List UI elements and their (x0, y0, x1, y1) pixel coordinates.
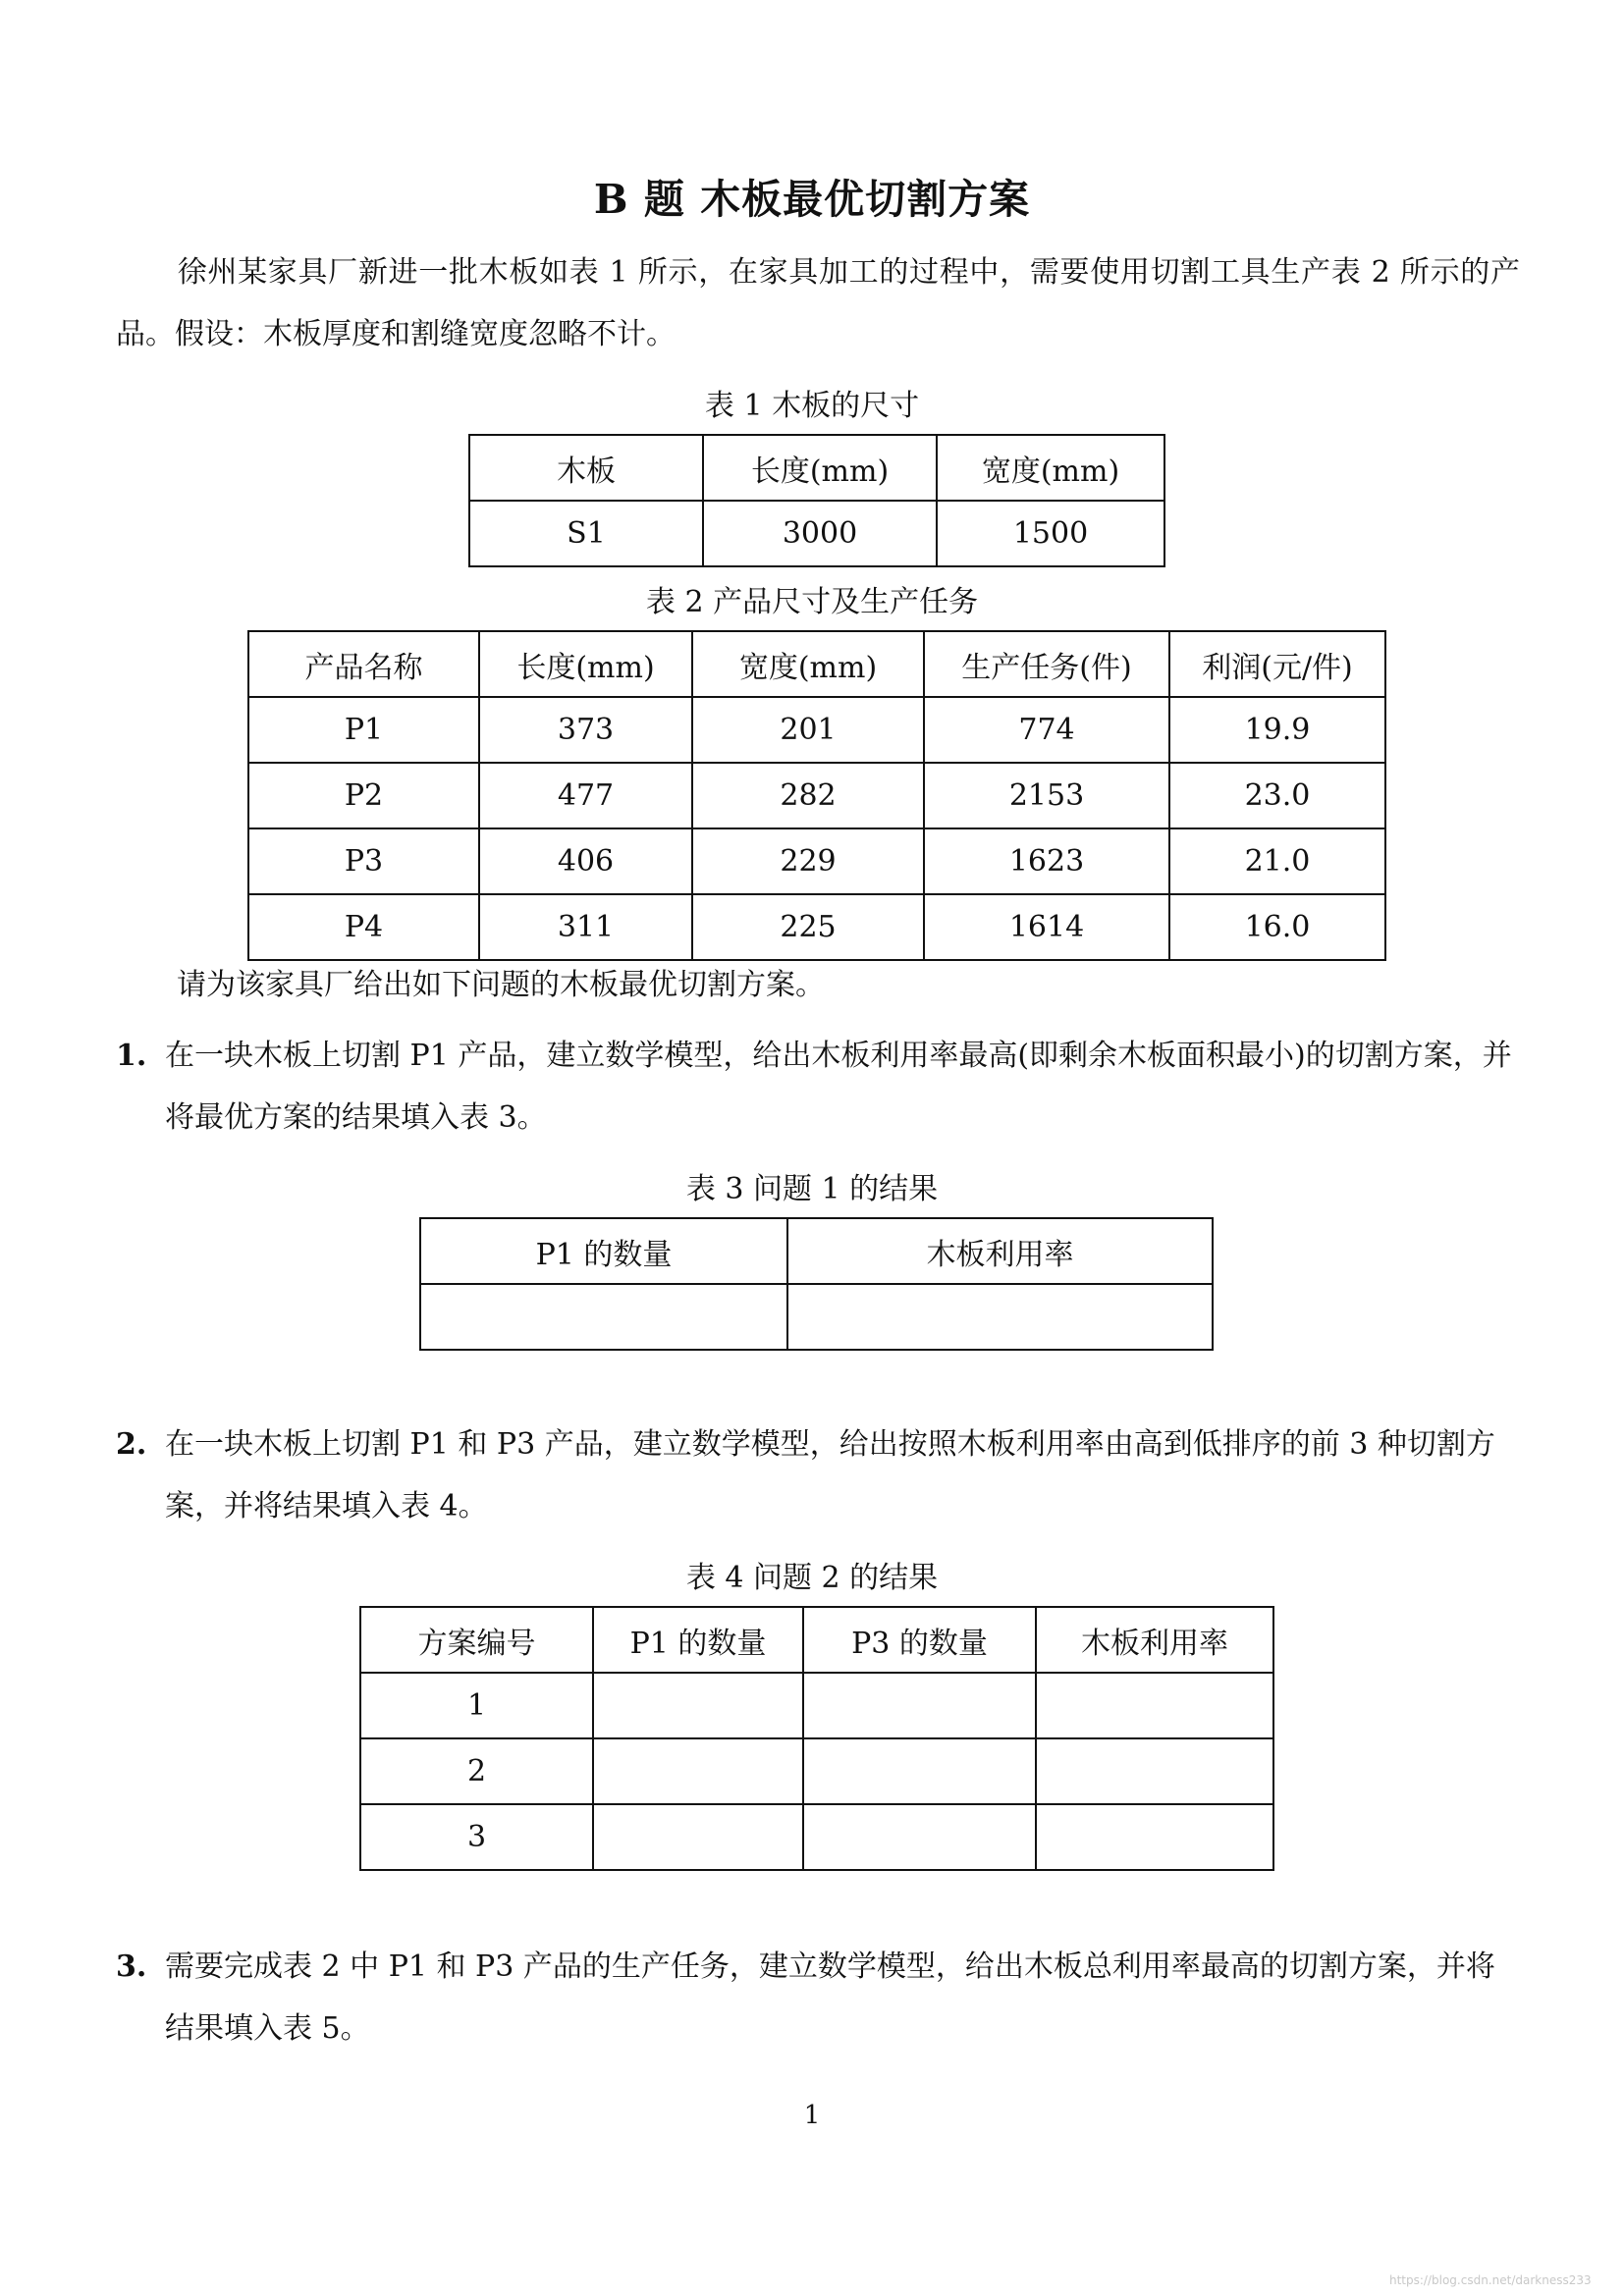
table2-caption: 表 2 产品尺寸及生产任务 (645, 585, 979, 619)
table4-cell: 2 (360, 1738, 593, 1804)
table2 (247, 630, 1386, 961)
table2-cell: 229 (692, 828, 924, 894)
table2-cell: 16.0 (1169, 894, 1385, 960)
intro-text: 徐州某家具厂新进一批木板如表 1 所示，在家具加工的过程中，需要使用切割工具生产表 2 所示的产品。假设：木板厚度和割缝宽度忽略不计。 (116, 255, 1520, 351)
table2-cell: 774 (924, 697, 1169, 763)
table4-cell: 1 (360, 1673, 593, 1738)
table2-header-row (248, 631, 1385, 697)
intro-paragraph (116, 241, 1520, 365)
table3 (419, 1217, 1214, 1351)
question-3 (116, 1936, 1520, 2059)
table2-cell: P1 (248, 697, 479, 763)
table3-cell (420, 1284, 787, 1350)
table4-caption: 表 4 问题 2 的结果 (685, 1561, 939, 1595)
table4-cell (1036, 1738, 1273, 1804)
table2-cell: 311 (479, 894, 692, 960)
question-2 (116, 1414, 1520, 1537)
question-text: 需要完成表 2 中 P1 和 P3 产品的生产任务，建立数学模型，给出木板总利用率最高的切割方案，并将结果填入表 5。 (165, 1949, 1495, 2046)
table4-cell (803, 1804, 1036, 1870)
table2-cell: P4 (248, 894, 479, 960)
table1-header-cell: 长度(mm) (703, 435, 937, 501)
table1-header-cell: 木板 (469, 435, 703, 501)
table2-cell: 1623 (924, 828, 1169, 894)
table3-row (420, 1284, 1213, 1350)
table3-header-cell: 木板利用率 (787, 1218, 1213, 1284)
table1-cell: S1 (469, 501, 703, 566)
page-number: 1 (803, 2101, 821, 2130)
table2-cell: 225 (692, 894, 924, 960)
table2-cell: P2 (248, 763, 479, 828)
page-title: B 题 木板最优切割方案 (593, 176, 1031, 223)
table4-cell (593, 1673, 803, 1738)
table2-header-cell: 长度(mm) (479, 631, 692, 697)
table2-cell: 23.0 (1169, 763, 1385, 828)
table4-cell (803, 1738, 1036, 1804)
watermark: https://blog.csdn.net/darkness233 (1389, 2273, 1592, 2287)
table4-cell (593, 1738, 803, 1804)
table2-cell: P3 (248, 828, 479, 894)
table2-cell: 282 (692, 763, 924, 828)
table4-cell (1036, 1804, 1273, 1870)
table2-row (248, 828, 1385, 894)
table2-row (248, 697, 1385, 763)
table2-cell: 477 (479, 763, 692, 828)
table1 (468, 434, 1165, 567)
table2-row (248, 763, 1385, 828)
question-number: 2. (116, 1427, 147, 1462)
table2-cell: 19.9 (1169, 697, 1385, 763)
table1-header-row (469, 435, 1164, 501)
table4-header-cell: 木板利用率 (1036, 1607, 1273, 1673)
table2-header-cell: 产品名称 (248, 631, 479, 697)
table1-row (469, 501, 1164, 566)
table4-cell (593, 1804, 803, 1870)
table2-cell: 21.0 (1169, 828, 1385, 894)
table4-header-cell: P3 的数量 (803, 1607, 1036, 1673)
table3-header-row (420, 1218, 1213, 1284)
table2-header-cell: 生产任务(件) (924, 631, 1169, 697)
table3-header-cell: P1 的数量 (420, 1218, 787, 1284)
question-text: 在一块木板上切割 P1 和 P3 产品，建立数学模型，给出按照木板利用率由高到低排序的前 3 种切割方案，并将结果填入表 4。 (165, 1427, 1495, 1523)
table4-row (360, 1673, 1273, 1738)
table2-row (248, 894, 1385, 960)
table1-header-cell: 宽度(mm) (937, 435, 1164, 501)
table2-header-cell: 宽度(mm) (692, 631, 924, 697)
question-number: 1. (116, 1039, 147, 1073)
prompt-text: 请为该家具厂给出如下问题的木板最优切割方案。 (177, 968, 825, 1002)
table4-cell: 3 (360, 1804, 593, 1870)
table2-cell: 1614 (924, 894, 1169, 960)
table2-header-cell: 利润(元/件) (1169, 631, 1385, 697)
table3-caption: 表 3 问题 1 的结果 (685, 1172, 939, 1206)
question-number: 3. (116, 1949, 147, 1984)
table1-caption: 表 1 木板的尺寸 (704, 389, 920, 423)
table4-header-row (360, 1607, 1273, 1673)
table4-row (360, 1804, 1273, 1870)
table2-cell: 406 (479, 828, 692, 894)
table1-cell: 3000 (703, 501, 937, 566)
table3-cell (787, 1284, 1213, 1350)
table4-cell (803, 1673, 1036, 1738)
table4 (359, 1606, 1274, 1871)
table2-cell: 2153 (924, 763, 1169, 828)
table4-header-cell: P1 的数量 (593, 1607, 803, 1673)
question-text: 在一块木板上切割 P1 产品，建立数学模型，给出木板利用率最高(即剩余木板面积最小)的切割方案，并将最优方案的结果填入表 3。 (165, 1039, 1512, 1135)
table2-cell: 201 (692, 697, 924, 763)
question-1 (116, 1025, 1520, 1148)
table4-cell (1036, 1673, 1273, 1738)
table1-cell: 1500 (937, 501, 1164, 566)
table4-row (360, 1738, 1273, 1804)
table2-cell: 373 (479, 697, 692, 763)
table4-header-cell: 方案编号 (360, 1607, 593, 1673)
